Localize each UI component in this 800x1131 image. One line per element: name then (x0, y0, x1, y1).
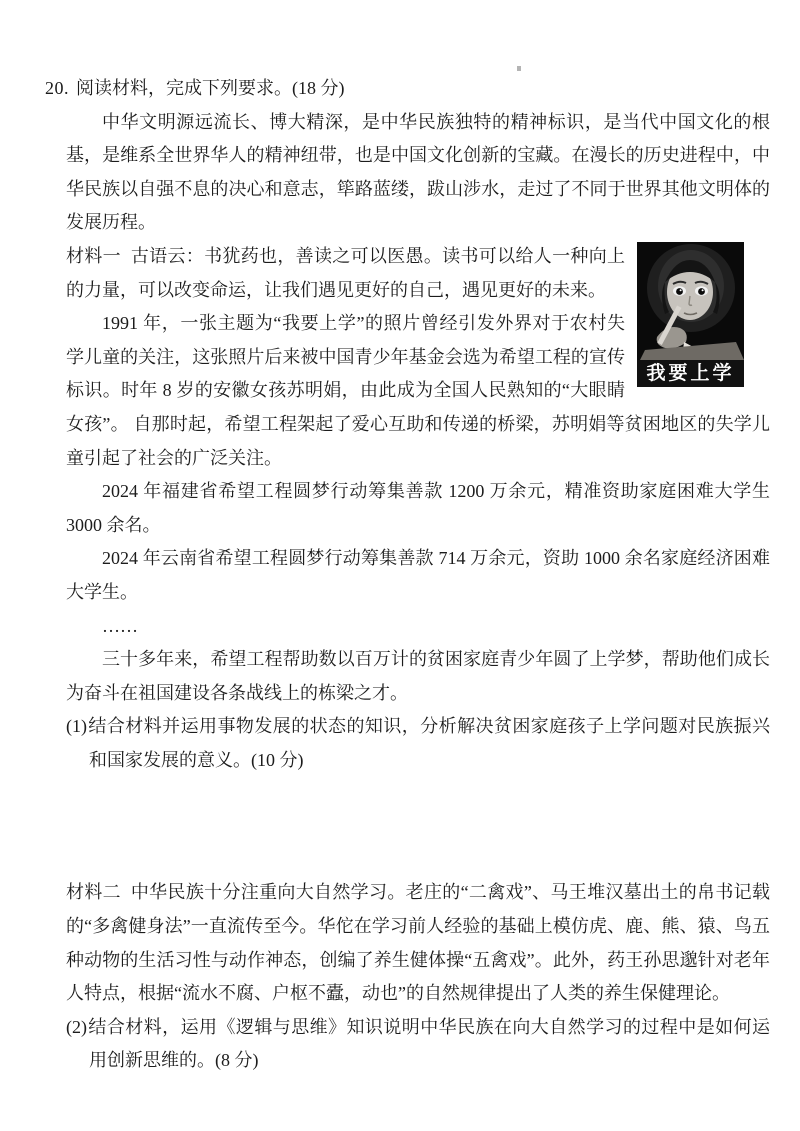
material-two-paragraph (66, 876, 770, 1010)
intro-paragraph: 中华文明源远流长、博大精深，是中华民族独特的精神标识，是当代中国文化的根基，是维系全世界华人的精神纽带，也是中国文化创新的宝藏。在漫长的历史进程中，中华民族以自强不息的决心和意志，筚路蓝缕，跋山涉水，走过了不同于世界其他文明体的发展历程。 (66, 111, 770, 233)
material-one-block (66, 240, 770, 475)
sub-question-1-label: (1) (66, 716, 87, 737)
sub-question-1-text: 结合材料并运用事物发展的状态的知识，分析解决贫困家庭孩子上学问题对民族振兴和国家发展的意义。(10 分) (88, 716, 770, 770)
material-one-text: 古语云：书犹药也，善读之可以医愚。读书可以给人一种向上的力量，可以改变命运，让我们遇见更好的自己，遇见更好的未来。 (66, 245, 626, 300)
photo-caption: 我要上学 (646, 362, 735, 384)
big-eyes-girl-photo-illustration (637, 242, 744, 387)
hope-project-photo (637, 242, 744, 387)
sub-question-2-text: 结合材料，运用《逻辑与思维》知识说明中华民族在向大自然学习的过程中是如何运用创新思维的。(8 分) (88, 1016, 770, 1071)
question-number: 20. (45, 78, 69, 98)
material-two-label: 材料二 (66, 882, 121, 903)
sub-question-1 (66, 710, 770, 777)
paragraph-yunnan-2024: 2024 年云南省希望工程圆梦行动筹集善款 714 万余元，资助 1000 余名家庭经济困难大学生。 (66, 548, 770, 602)
question-prompt: 阅读材料，完成下列要求。(18 分) (76, 78, 345, 98)
scan-artifact-dot (517, 66, 521, 71)
answer-space (66, 777, 770, 876)
question-20-heading (45, 72, 770, 106)
paragraph-fujian-2024: 2024 年福建省希望工程圆梦行动筹集善款 1200 万余元，精准资助家庭困难大学生 3000 余名。 (66, 481, 770, 535)
sub-question-2-label: (2) (66, 1016, 87, 1037)
sub-question-2 (66, 1011, 770, 1078)
paragraph-ellipsis: …… (102, 615, 138, 636)
paragraph-1991: 1991 年，一张主题为“我要上学”的照片曾经引发外界对于农村失学儿童的关注，这张照片后来被中国青少年基金会选为希望工程的宣传标识。时年 8 岁的安徽女孩苏明娟，由此成为全国人民熟知的“大眼睛女孩”。 自那时起，希望工程架起了爱心互助和传递的桥梁，苏明娟等贫困地区的失学儿童引起了社会的广泛关注。 (66, 313, 770, 468)
material-two-text: 中华民族十分注重向大自然学习。老庄的“二禽戏”、马王堆汉墓出土的帛书记载的“多禽健身法”一直流传至今。华佗在学习前人经验的基础上模仿虎、鹿、熊、猿、鸟五种动物的生活习性与动作神态，创编了养生健体操“五禽戏”。此外，药王孙思邈针对老年人特点，根据“流水不腐、户枢不蠹，动也”的自然规律提出了人类的养生保健理论。 (66, 882, 771, 1004)
material-one-label: 材料一 (66, 245, 121, 266)
paragraph-thirty-years: 三十多年来，希望工程帮助数以百万计的贫困家庭青少年圆了上学梦，帮助他们成长为奋斗在祖国建设各条战线上的栋梁之才。 (66, 649, 770, 703)
